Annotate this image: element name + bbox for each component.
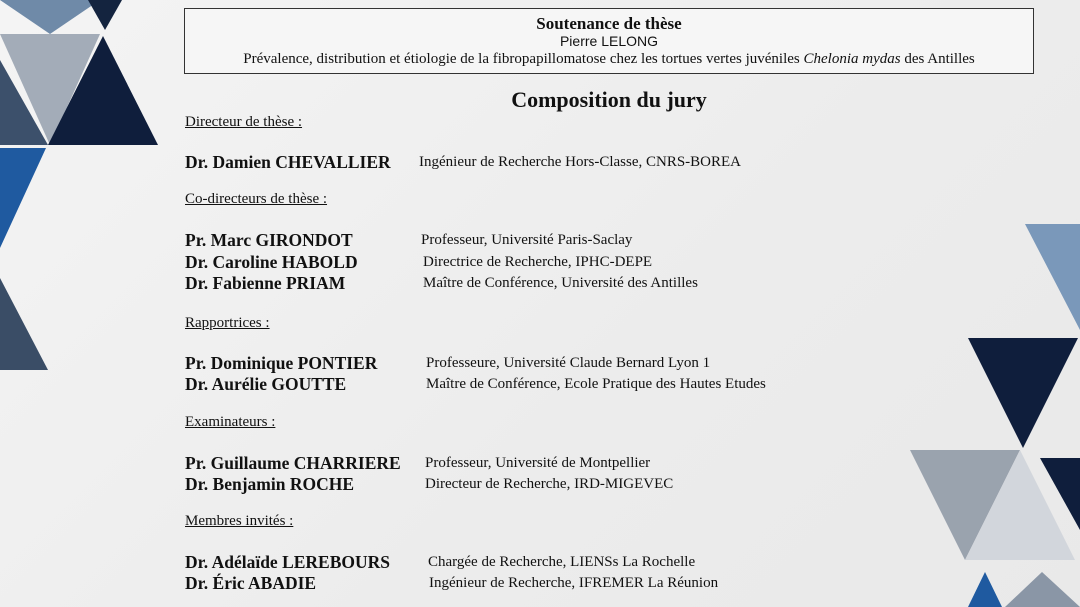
member-role: Professeur, Université de Montpellier	[425, 455, 651, 471]
member-name: Pr. Marc GIRONDOT	[185, 230, 353, 250]
member-name: Pr. Guillaume CHARRIERE	[185, 453, 401, 473]
member-name: Dr. Fabienne PRIAM	[185, 273, 346, 293]
thesis-subtitle	[185, 50, 1033, 69]
section-label-director: Directeur de thèse :	[185, 114, 303, 130]
member-name: Dr. Damien CHEVALLIER	[185, 152, 391, 172]
member-role: Professeure, Université Claude Bernard Lyon 1	[426, 355, 711, 371]
member-name: Dr. Adélaïde LEREBOURS	[185, 552, 391, 572]
section-label-co-directors: Co-directeurs de thèse :	[185, 191, 328, 207]
triangle-right-blue	[968, 572, 1002, 607]
triangle-right-slate	[1005, 572, 1080, 607]
thesis-header-box	[184, 8, 1034, 74]
member-name: Dr. Éric ABADIE	[185, 573, 317, 593]
triangle-top-left-navy	[88, 0, 122, 30]
subtitle-post: des Antilles	[900, 51, 975, 67]
member-role: Directeur de Recherche, IRD-MIGEVEC	[425, 476, 674, 492]
triangle-top-left-steel	[0, 0, 100, 34]
member-name: Dr. Aurélie GOUTTE	[185, 374, 347, 394]
member-role: Ingénieur de Recherche Hors-Classe, CNRS-BOREA	[419, 154, 742, 170]
jury-title: Composition du jury	[511, 87, 707, 112]
defense-title: Soutenance de thèse	[536, 14, 682, 33]
member-name: Dr. Caroline HABOLD	[185, 252, 358, 272]
member-role: Professeur, Université Paris-Saclay	[421, 232, 633, 248]
section-label-reviewers: Rapportrices :	[185, 315, 270, 331]
species-name: Chelonia mydas	[803, 51, 901, 67]
member-role: Maître de Conférence, Université des Antilles	[423, 275, 698, 291]
member-role: Chargée de Recherche, LIENSs La Rochelle	[428, 554, 696, 570]
member-role: Directrice de Recherche, IPHC-DEPE	[423, 254, 653, 270]
subtitle-pre: Prévalence, distribution et étiologie de la fibropapillomatose chez les tortues vertes juvéniles	[243, 51, 804, 67]
member-role: Ingénieur de Recherche, IFREMER La Réunion	[429, 575, 719, 591]
section-label-guests: Membres invités :	[185, 513, 294, 529]
member-name: Pr. Dominique PONTIER	[185, 353, 378, 373]
member-name: Dr. Benjamin ROCHE	[185, 474, 355, 494]
member-role: Maître de Conférence, Ecole Pratique des Hautes Etudes	[426, 376, 766, 392]
triangle-right-navy	[968, 338, 1078, 448]
triangle-left-dark	[0, 278, 48, 370]
triangle-left-blue	[0, 148, 46, 248]
section-label-examiners: Examinateurs :	[185, 414, 276, 430]
candidate-name: Pierre LELONG	[559, 33, 659, 49]
triangle-right-steel	[1025, 224, 1080, 330]
